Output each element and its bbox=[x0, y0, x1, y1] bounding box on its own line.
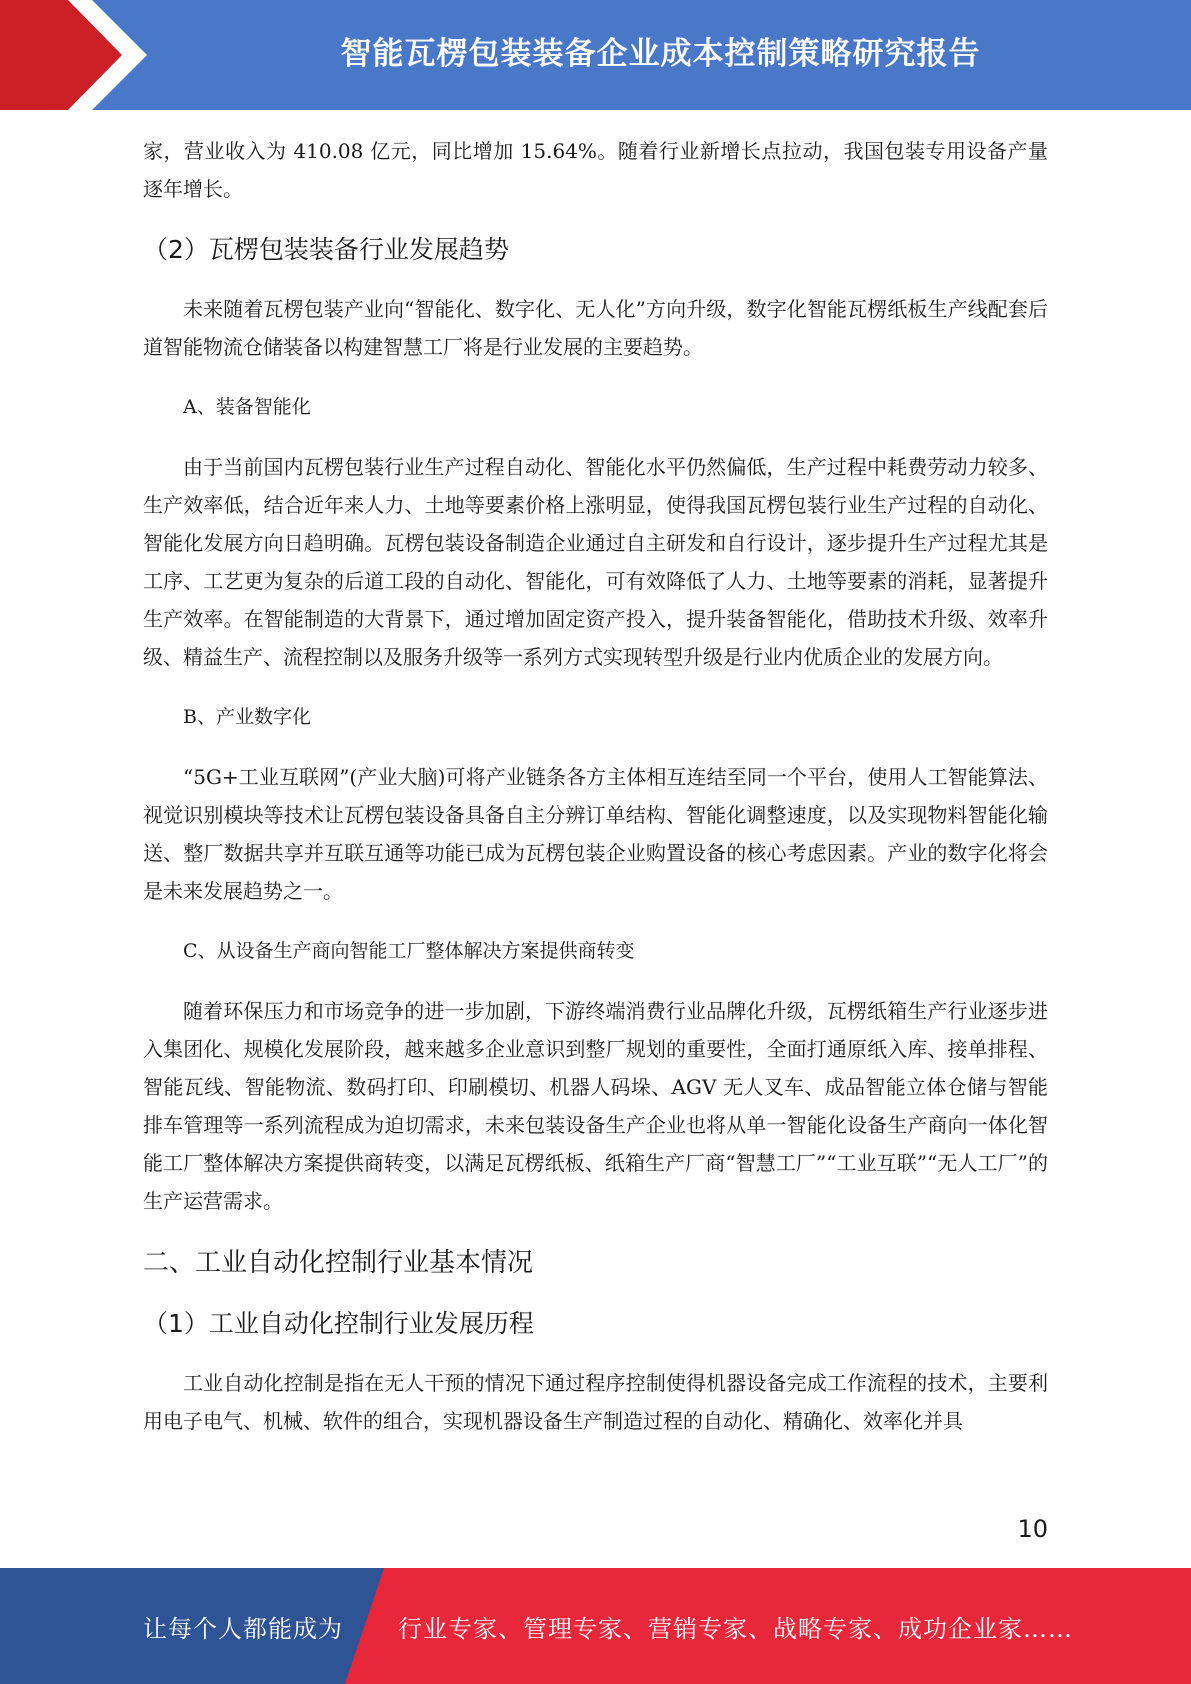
heading-automation-history: （1）工业自动化控制行业发展历程 bbox=[143, 1309, 534, 1338]
subheading-industry-digitalization: B、产业数字化 bbox=[183, 706, 311, 728]
subheading-solution-provider: C、从设备生产商向智能工厂整体解决方案提供商转变 bbox=[183, 940, 635, 962]
page-footer bbox=[0, 1568, 1191, 1684]
header-title: 智能瓦楞包装装备企业成本控制策略研究报告 bbox=[340, 35, 981, 72]
paragraph-solution-provider: 随着环保压力和市场竞争的进一步加剧，下游终端消费行业品牌化升级，瓦楞纸箱生产行业逐步进入集团化、规模化发展阶段，越来越多企业意识到整厂规划的重要性，全面打通原纸入库、接单排程、智能瓦线、智能物流、数码打印、印刷模切、机器人码垛、AGV 无人叉车、成品智能立体仓储与智能排车管理等一系列流程成为迫切需求，未来包装设备生产企业也将从单一智能化设备生产商向一体化智能工厂整体解决方案提供商转变，以满足瓦楞纸板、纸箱生产厂商“智慧工厂”“工业互联”“无人工厂”的生产运营需求。 bbox=[143, 999, 1048, 1213]
subheading-equipment-intelligence: A、装备智能化 bbox=[183, 396, 311, 418]
paragraph-trend-intro: 未来随着瓦楞包装产业向“智能化、数字化、无人化”方向升级，数字化智能瓦楞纸板生产线配套后道智能物流仓储装备以构建智慧工厂将是行业发展的主要趋势。 bbox=[143, 297, 1048, 359]
footer-slogan-right: 行业专家、管理专家、营销专家、战略专家、成功企业家…… bbox=[398, 1614, 1073, 1643]
document-body bbox=[143, 132, 1048, 1462]
footer-slogan-left: 让每个人都能成为 bbox=[143, 1614, 343, 1643]
page-number: 10 bbox=[1017, 1515, 1048, 1543]
paragraph-revenue: 家，营业收入为 410.08 亿元，同比增加 15.64%。随着行业新增长点拉动，我国包装专用设备产量逐年增长。 bbox=[143, 139, 1048, 201]
page-header bbox=[0, 0, 1191, 110]
heading-industry-trend: （2）瓦楞包装装备行业发展趋势 bbox=[143, 235, 509, 264]
paragraph-industry-digitalization: “5G+工业互联网”(产业大脑)可将产业链条各方主体相互连结至同一个平台，使用人工智能算法、视觉识别模块等技术让瓦楞包装设备具备自主分辨订单结构、智能化调整速度，以及实现物料智能化输送、整厂数据共享并互联互通等功能已成为瓦楞包装企业购置设备的核心考虑因素。产业的数字化将会是未来发展趋势之一。 bbox=[143, 765, 1048, 903]
heading-industrial-automation: 二、工业自动化控制行业基本情况 bbox=[143, 1248, 534, 1278]
paragraph-automation-definition: 工业自动化控制是指在无人干预的情况下通过程序控制使得机器设备完成工作流程的技术，主要利用电子电气、机械、软件的组合，实现机器设备生产制造过程的自动化、精确化、效率化并具 bbox=[143, 1371, 1048, 1433]
paragraph-equipment-intelligence: 由于当前国内瓦楞包装行业生产过程自动化、智能化水平仍然偏低，生产过程中耗费劳动力较多、生产效率低，结合近年来人力、土地等要素价格上涨明显，使得我国瓦楞包装行业生产过程的自动化、智能化发展方向日趋明确。瓦楞包装设备制造企业通过自主研发和自行设计，逐步提升生产过程尤其是工序、工艺更为复杂的后道工段的自动化、智能化，可有效降低了人力、土地等要素的消耗，显著提升生产效率。在智能制造的大背景下，通过增加固定资产投入，提升装备智能化，借助技术升级、效率升级、精益生产、流程控制以及服务升级等一系列方式实现转型升级是行业内优质企业的发展方向。 bbox=[143, 455, 1048, 669]
